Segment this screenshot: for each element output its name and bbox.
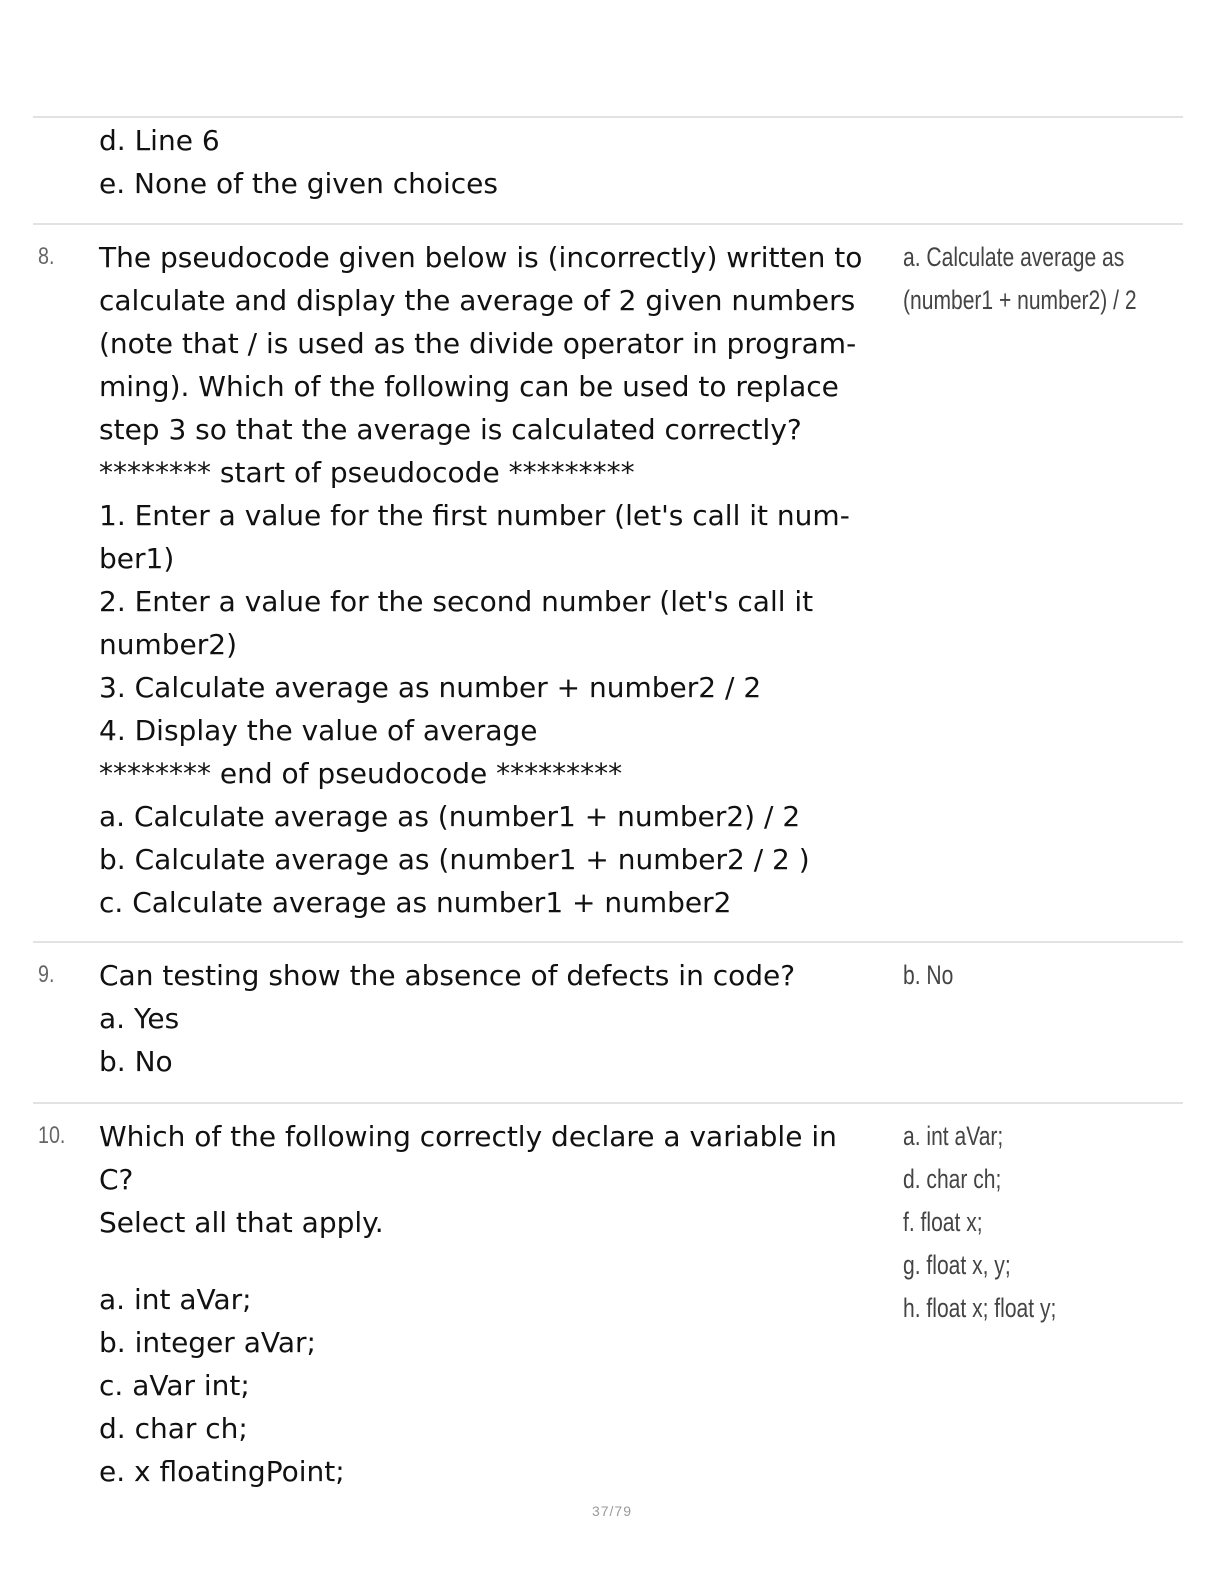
- page-number: 37/79: [591, 1503, 633, 1519]
- pseudocode-step: 4. Display the value of average: [99, 714, 538, 747]
- pseudocode-step: 3. Calculate average as number + number2 / 2: [99, 671, 762, 704]
- divider: [33, 116, 1183, 118]
- answer-line: f. float x;: [903, 1207, 983, 1237]
- question-7-options: [99, 119, 899, 205]
- question-number: 8.: [38, 243, 55, 270]
- question-text-line: calculate and display the average of 2 given numbers: [99, 284, 856, 317]
- question-number: 9.: [38, 961, 55, 988]
- question-8-body: [99, 236, 899, 924]
- answer-line: d. char ch;: [903, 1164, 1002, 1194]
- answer-line: h. float x; float y;: [903, 1293, 1057, 1323]
- option-c: c. Calculate average as number1 + number2: [99, 886, 732, 919]
- question-text-line: The pseudocode given below is (incorrectly) written to: [99, 241, 863, 274]
- divider: [33, 223, 1183, 225]
- pseudocode-step: number2): [99, 628, 238, 661]
- answer-line: g. float x, y;: [903, 1250, 1011, 1280]
- option-d: d. Line 6: [99, 124, 220, 157]
- option-c: c. aVar int;: [99, 1369, 250, 1402]
- question-9-body: [99, 954, 899, 1083]
- divider: [33, 941, 1183, 943]
- option-b: b. integer aVar;: [99, 1326, 316, 1359]
- answer-line: a. Calculate average as: [903, 242, 1125, 272]
- question-10-body: [99, 1115, 899, 1493]
- option-b: b. Calculate average as (number1 + number2 / 2 ): [99, 843, 810, 876]
- question-text-line: Which of the following correctly declare a variable in: [99, 1120, 837, 1153]
- question-instruction: Select all that apply.: [99, 1206, 384, 1239]
- answer-line: b. No: [903, 960, 954, 990]
- answer-line: a. int aVar;: [903, 1121, 1004, 1151]
- pseudocode-end-marker: ******** end of pseudocode *********: [99, 757, 623, 790]
- option-b: b. No: [99, 1045, 173, 1078]
- question-text-line: step 3 so that the average is calculated correctly?: [99, 413, 802, 446]
- option-d: d. char ch;: [99, 1412, 248, 1445]
- option-e: e. x floatingPoint;: [99, 1455, 345, 1488]
- pseudocode-start-marker: ******** start of pseudocode *********: [99, 456, 635, 489]
- answer-key: [903, 954, 1203, 997]
- question-text-line: Can testing show the absence of defects in code?: [99, 959, 796, 992]
- answer-key: [903, 236, 1203, 322]
- question-number: 10.: [38, 1122, 66, 1149]
- option-a: a. Calculate average as (number1 + number2) / 2: [99, 800, 801, 833]
- pseudocode-step: 2. Enter a value for the second number (let's call it: [99, 585, 814, 618]
- answer-key: [903, 1115, 1203, 1330]
- question-text-line: ming). Which of the following can be used to replace: [99, 370, 839, 403]
- pseudocode-step: 1. Enter a value for the first number (let's call it num-: [99, 499, 850, 532]
- divider: [33, 1102, 1183, 1104]
- pseudocode-step: ber1): [99, 542, 175, 575]
- answer-line: (number1 + number2) / 2: [903, 285, 1137, 315]
- spacer: [99, 1244, 899, 1278]
- question-text-line: (note that / is used as the divide operator in program-: [99, 327, 857, 360]
- option-e: e. None of the given choices: [99, 167, 498, 200]
- option-a: a. int aVar;: [99, 1283, 252, 1316]
- option-a: a. Yes: [99, 1002, 180, 1035]
- question-text-line: C?: [99, 1163, 134, 1196]
